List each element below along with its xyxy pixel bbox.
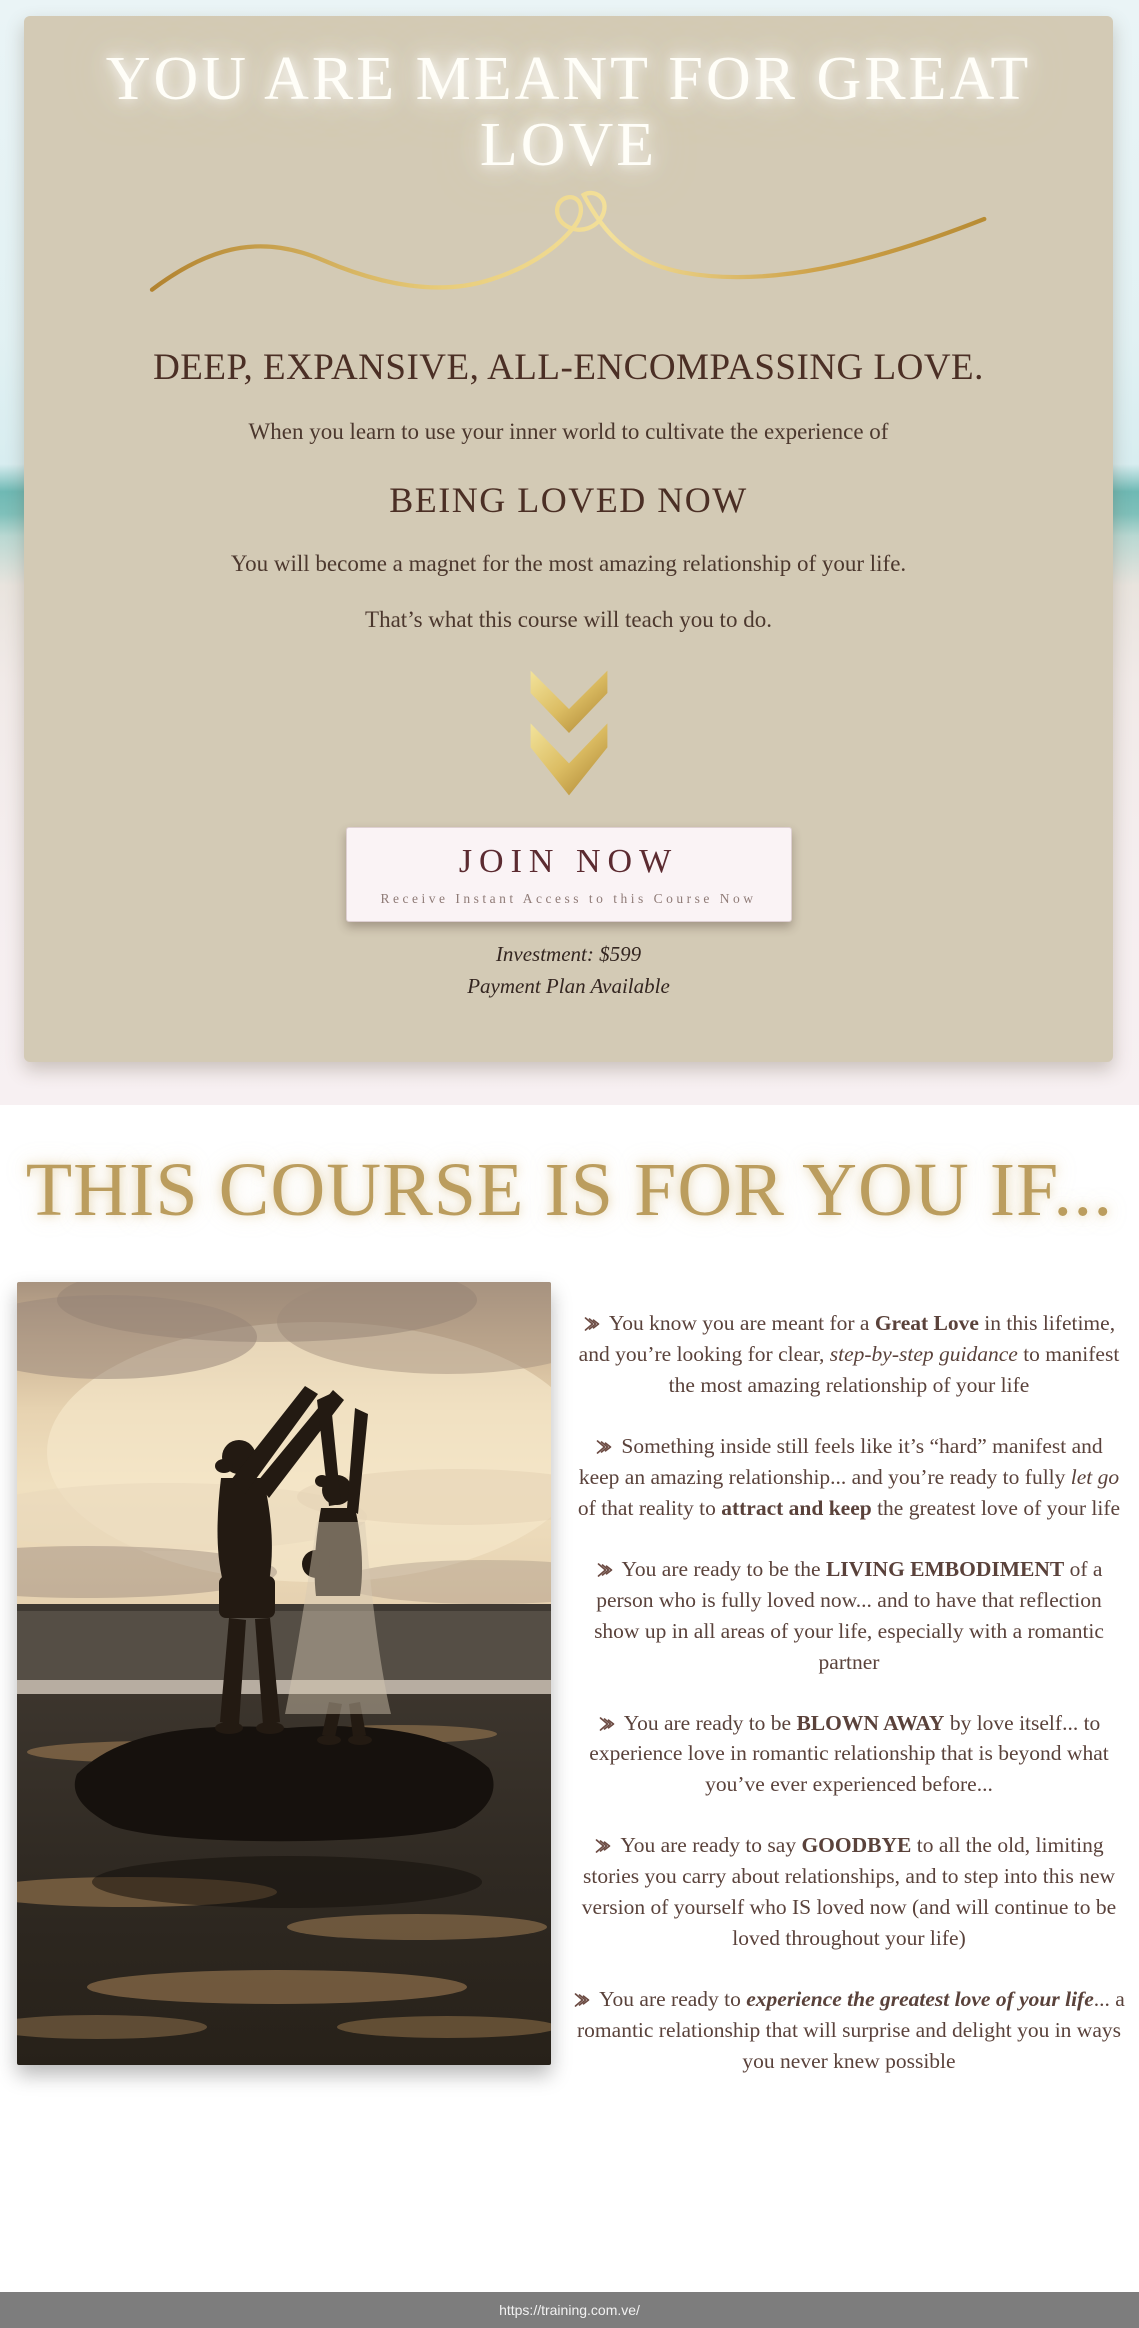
course-section	[0, 1105, 1139, 2292]
triple-chevron-right-icon	[596, 1562, 615, 1578]
course-heading: THIS COURSE IS FOR YOU IF...	[25, 1148, 1114, 1232]
bullet-item	[573, 1554, 1125, 1678]
bullet-list	[551, 1282, 1139, 2107]
page-title	[24, 46, 1113, 178]
bullet-item	[573, 1308, 1125, 1401]
page-title-line1: YOU ARE MEANT FOR GREAT	[105, 45, 1032, 113]
status-url: https://training.com.ve/	[499, 2302, 640, 2318]
bullet-item	[573, 1708, 1125, 1801]
bullet-text: You are ready to be the LIVING EMBODIMENT of a person who is fully loved now... and to have that reflection show up in all areas of your life, especially with a romantic partner	[594, 1556, 1104, 1674]
triple-chevron-right-icon	[573, 1992, 592, 2008]
status-bar	[0, 2292, 1139, 2328]
triple-chevron-right-icon	[583, 1316, 602, 1332]
hero-paragraph-3: That’s what this course will teach you to do.	[365, 607, 772, 632]
bullet-text: You are ready to say GOODBYE to all the old, limiting stories you carry about relationships, and to step into this new version of yourself who IS loved now (and will continue to be loved throughout your life)	[581, 1833, 1117, 1951]
double-chevron-down-icon	[521, 663, 617, 803]
page-title-line2: LOVE	[479, 111, 658, 179]
hero-highlight: BEING LOVED NOW	[389, 480, 748, 520]
bullet-text: You are ready to be BLOWN AWAY by love itself... to experience love in romantic relationship that is beyond what you’ve ever experienced before...	[589, 1710, 1109, 1797]
bullet-text: You are ready to experience the greatest love of your life... a romantic relationship that will surprise and delight you in ways you never knew possible	[577, 1987, 1125, 2074]
heart-swirl-icon	[79, 188, 1059, 300]
bullet-item	[573, 1984, 1125, 2077]
join-now-sublabel: Receive Instant Access to this Course Now	[380, 891, 757, 906]
beach-couple-photo	[17, 1282, 551, 2065]
hero-card	[24, 16, 1113, 1062]
hero-paragraph-2: You will become a magnet for the most amazing relationship of your life.	[230, 551, 907, 576]
course-columns	[0, 1282, 1139, 2107]
join-now-label: JOIN NOW	[458, 843, 679, 880]
bullet-text: Something inside still feels like it’s “hard” manifest and keep an amazing relationship... and you’re ready to fully let go of that reality to attract and keep the greatest love of your life	[577, 1433, 1121, 1520]
triple-chevron-right-icon	[595, 1439, 614, 1455]
triple-chevron-right-icon	[594, 1838, 613, 1854]
hero-paragraph-1: When you learn to use your inner world to cultivate the experience of	[248, 419, 889, 444]
bullet-item	[573, 1431, 1125, 1524]
investment-note-line1: Investment: $599	[495, 942, 642, 966]
bullet-text: You know you are meant for a Great Love in this lifetime, and you’re looking for clear, step-by-step guidance to manifest the most amazing relationship of your life	[578, 1311, 1120, 1397]
investment-note-line2: Payment Plan Available	[467, 974, 670, 998]
bullet-item	[573, 1830, 1125, 1954]
hero-subtitle: DEEP, EXPANSIVE, ALL-ENCOMPASSING LOVE.	[153, 347, 984, 388]
triple-chevron-right-icon	[598, 1716, 617, 1732]
join-now-button[interactable]	[346, 827, 792, 922]
